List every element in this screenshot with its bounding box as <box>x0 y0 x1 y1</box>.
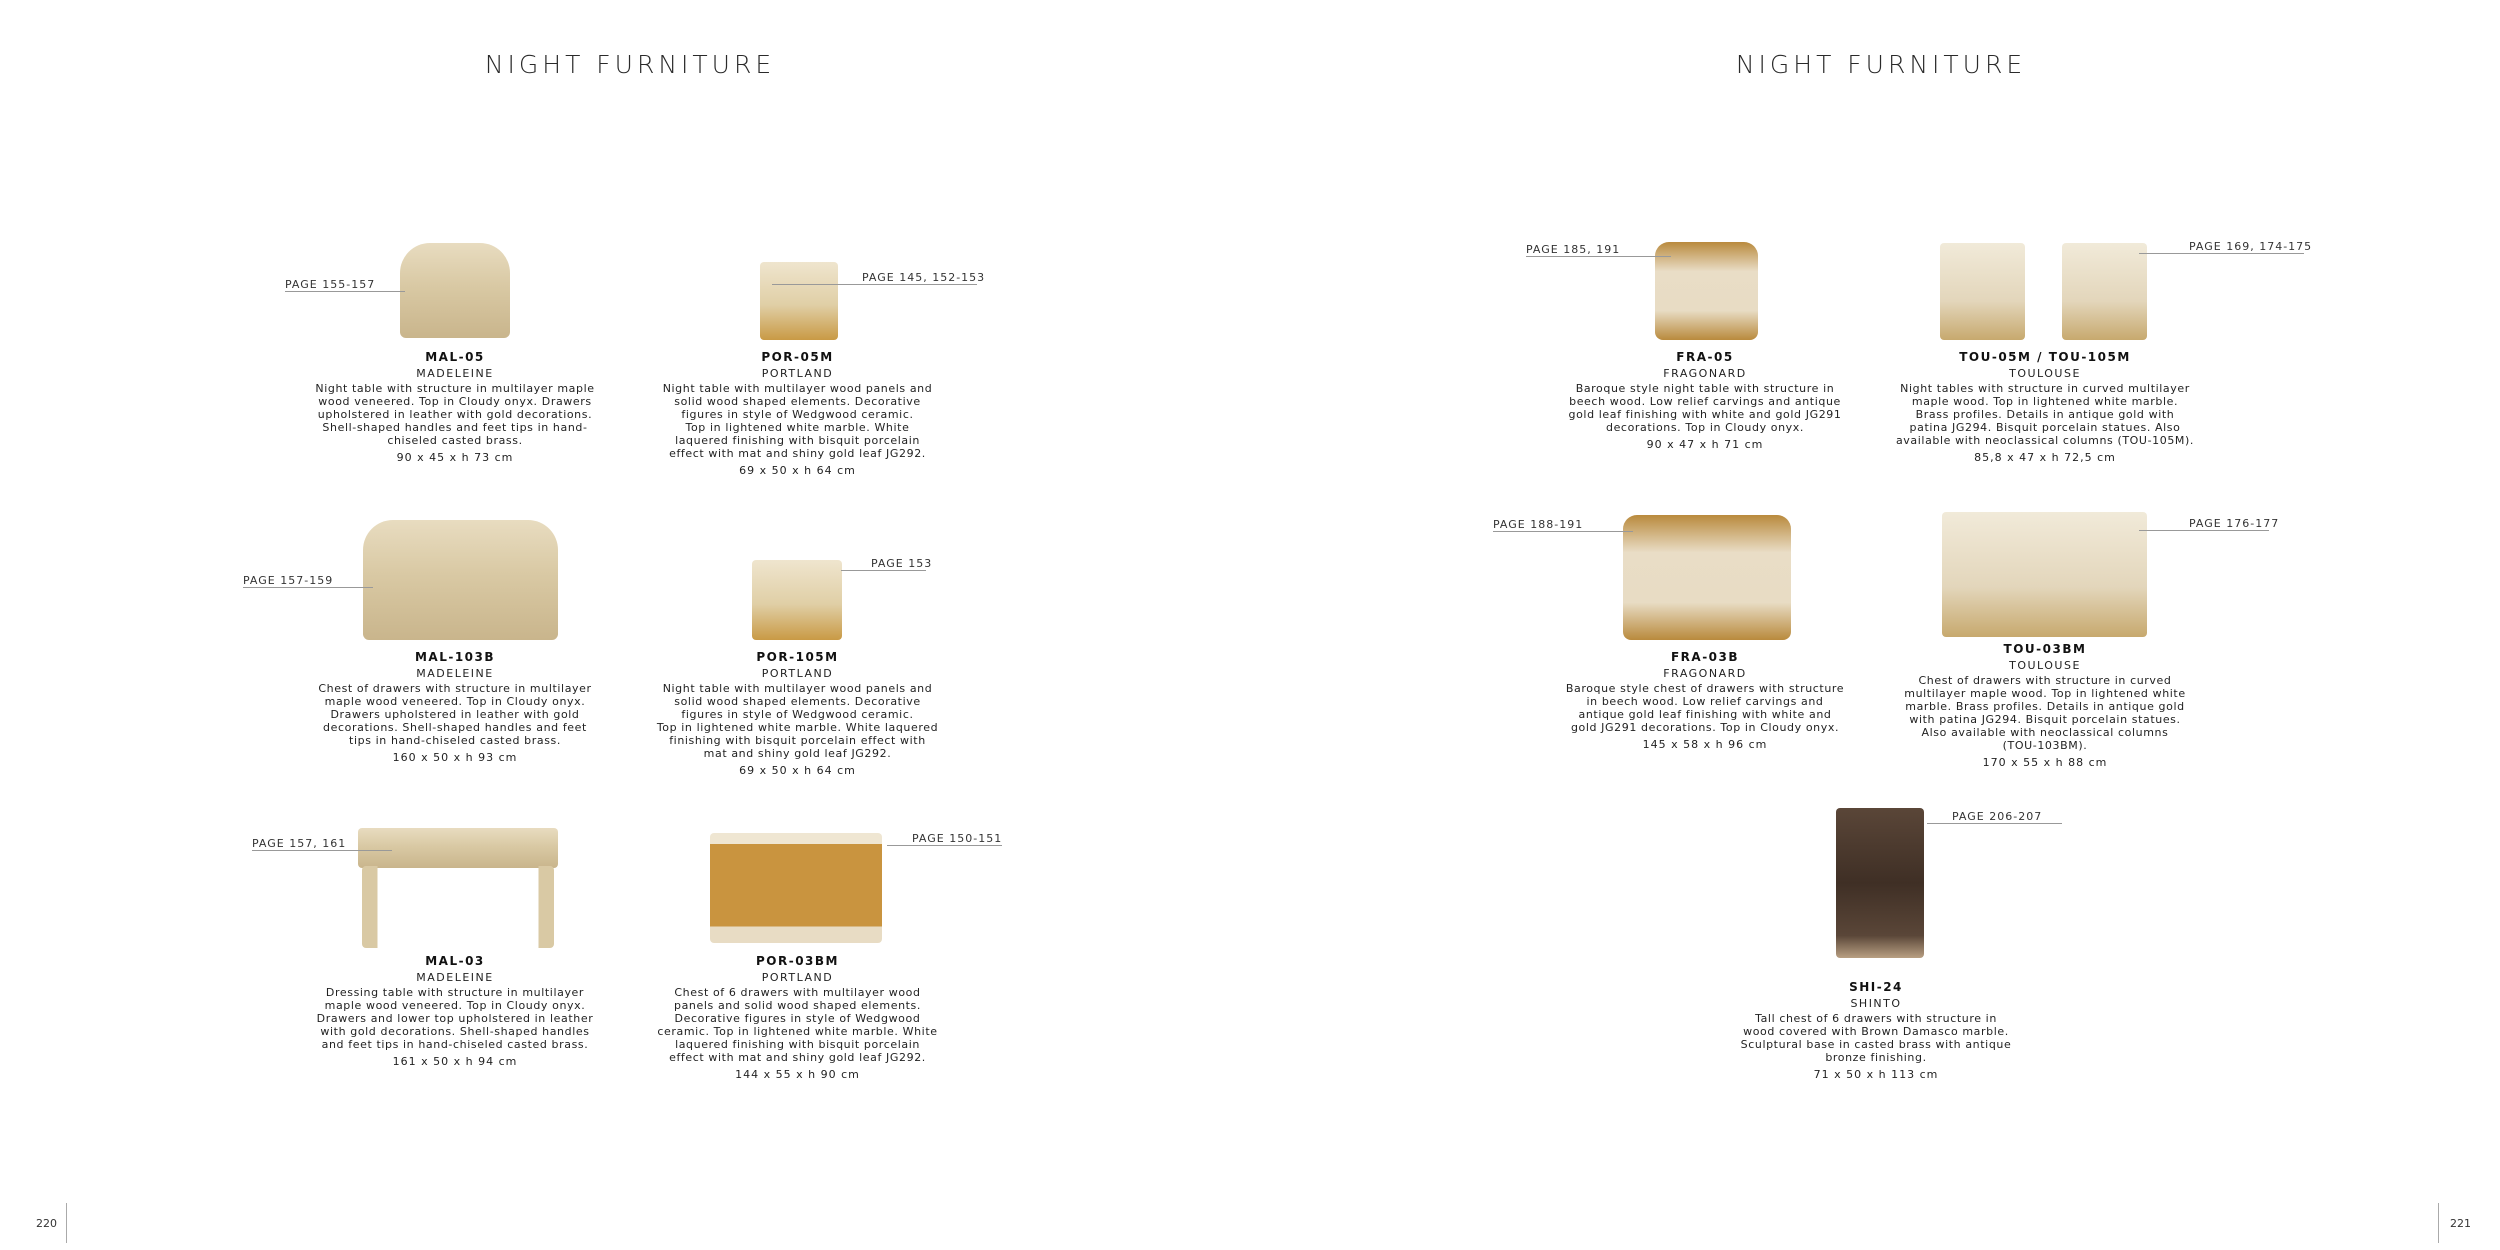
page-reference-label: PAGE 206-207 <box>1952 810 2043 823</box>
product-image-second <box>2062 243 2147 340</box>
product-description: Baroque style chest of drawers with structure in beech wood. Low relief carvings and antique gold leaf finishing with white and gold JG291 decorations. Top in Cloudy onyx. <box>1565 682 1845 734</box>
page-number-label: 221 <box>2450 1217 2471 1230</box>
product-code: TOU-05M / TOU-105M <box>1959 350 2131 364</box>
product-dimensions: 69 x 50 x h 64 cm <box>739 464 856 477</box>
product-code: MAL-05 <box>425 350 485 364</box>
page-reference <box>243 574 333 587</box>
product-info <box>1890 642 2200 769</box>
product-info <box>1560 350 1850 451</box>
product-code: POR-105M <box>756 650 839 664</box>
product-info <box>650 350 945 477</box>
product-description: Chest of drawers with structure in curved multilayer maple wood. Top in lightened white marble. Brass profiles. Details in antique gold with patina JG294. Bisquit porcelain statues. Also available with neoclassical columns (TOU-103BM). <box>1904 674 2186 752</box>
product-description: Night table with multilayer wood panels and solid wood shaped elements. Decorative figures in style of Wedgwood ceramic. Top in lightened white marble. White laquered finishing with bisquit porcelain effect with mat and shiny gold leaf JG292. <box>662 382 933 460</box>
product-image-legs <box>362 866 554 948</box>
product-description: Chest of 6 drawers with multilayer wood panels and solid wood shaped elements. Decorative figures in style of Wedgwood ceramic. Top in lightened white marble. White laquered finishing with bisquit porcelain effect with mat and shiny gold leaf JG292. <box>657 986 938 1064</box>
product-dimensions: 145 x 58 x h 96 cm <box>1642 738 1768 751</box>
product-collection: PORTLAND <box>761 367 834 380</box>
product-dimensions: 144 x 55 x h 90 cm <box>735 1068 860 1081</box>
page-reference <box>862 271 985 284</box>
product-collection: PORTLAND <box>761 971 834 984</box>
product-description: Baroque style night table with structure in beech wood. Low relief carvings and antique gold leaf finishing with white and gold JG291 decorations. Top in Cloudy onyx. <box>1568 382 1842 434</box>
product-collection: MADELEINE <box>416 667 494 680</box>
product-dimensions: 69 x 50 x h 64 cm <box>739 764 856 777</box>
page-reference <box>2189 240 2312 253</box>
page-reference <box>2189 517 2279 530</box>
product-dimensions: 170 x 55 x h 88 cm <box>1982 756 2108 769</box>
product-code: TOU-03BM <box>2003 642 2087 656</box>
product-info <box>1726 980 2026 1081</box>
page-reference <box>1493 518 1583 531</box>
right-page <box>1250 0 2500 1250</box>
product-image <box>400 243 510 338</box>
product-collection: PORTLAND <box>761 667 834 680</box>
page-reference <box>1526 243 1620 256</box>
product-collection: MADELEINE <box>416 367 494 380</box>
product-collection: FRAGONARD <box>1663 667 1747 680</box>
product-image <box>1836 808 1924 958</box>
page-title: NIGHT FURNITURE <box>1735 50 2027 79</box>
page-reference-label: PAGE 157, 161 <box>252 837 347 850</box>
product-collection: TOULOUSE <box>2009 659 2081 672</box>
page-reference <box>871 557 932 570</box>
product-description: Chest of drawers with structure in multilayer maple wood veneered. Top in Cloudy onyx. Drawers upholstered in leather with gold decorations. Shell-shaped handles and feet tips in hand-chiseled casted brass. <box>318 682 592 747</box>
page-reference-label: PAGE 153 <box>871 557 933 570</box>
page-reference-label: PAGE 155-157 <box>285 278 376 291</box>
page-reference <box>912 832 1002 845</box>
product-info <box>305 954 605 1068</box>
product-image <box>1942 512 2147 637</box>
product-image <box>752 560 842 640</box>
product-description: Night table with structure in multilayer maple wood veneered. Top in Cloudy onyx. Drawers upholstered in leather with gold decorations. Shell-shaped handles and feet tips in hand- chiseled casted brass. <box>315 382 595 447</box>
product-image <box>363 520 558 640</box>
page-reference-label: PAGE 157-159 <box>243 574 334 587</box>
page-reference-label: PAGE 188-191 <box>1493 518 1584 531</box>
product-image <box>358 828 558 868</box>
page-reference <box>252 837 346 850</box>
product-info <box>1550 650 1860 751</box>
product-image <box>710 833 882 943</box>
page-number-label: 220 <box>36 1217 57 1230</box>
product-code: MAL-103B <box>414 650 496 664</box>
page-reference-label: PAGE 176-177 <box>2189 517 2280 530</box>
page-number <box>36 1217 57 1230</box>
product-dimensions: 90 x 47 x h 71 cm <box>1646 438 1764 451</box>
product-code: POR-03BM <box>755 954 839 968</box>
product-collection: TOULOUSE <box>2009 367 2081 380</box>
product-info <box>305 350 605 464</box>
page-reference-label: PAGE 169, 174-175 <box>2189 240 2313 253</box>
product-code: SHI-24 <box>1849 980 1903 994</box>
product-image <box>1623 515 1791 640</box>
product-image <box>760 262 838 340</box>
product-code: MAL-03 <box>425 954 485 968</box>
product-dimensions: 85,8 x 47 x h 72,5 cm <box>1974 451 2116 464</box>
page-reference <box>1952 810 2042 823</box>
product-dimensions: 161 x 50 x h 94 cm <box>392 1055 518 1068</box>
page-reference-label: PAGE 145, 152-153 <box>862 271 986 284</box>
product-image <box>1940 243 2025 340</box>
product-collection: FRAGONARD <box>1663 367 1747 380</box>
product-info <box>650 954 945 1081</box>
product-code: FRA-05 <box>1676 350 1734 364</box>
product-description: Night table with multilayer wood panels and solid wood shaped elements. Decorative figures in style of Wedgwood ceramic. Top in lightened white marble. White laquered finishing with bisquit porcelain effect with mat and shiny gold leaf JG292. <box>656 682 939 760</box>
product-collection: MADELEINE <box>416 971 494 984</box>
product-collection: SHINTO <box>1850 997 1902 1010</box>
product-description: Tall chest of 6 drawers with structure in wood covered with Brown Damasco marble. Sculptural base in casted brass with antique bronze finishing. <box>1740 1012 2012 1064</box>
product-info <box>1890 350 2200 464</box>
page-number <box>2450 1217 2471 1230</box>
page-title: NIGHT FURNITURE <box>484 50 776 79</box>
product-info <box>650 650 945 777</box>
product-dimensions: 160 x 50 x h 93 cm <box>392 751 518 764</box>
product-info <box>305 650 605 764</box>
page-reference <box>285 278 375 291</box>
product-dimensions: 90 x 45 x h 73 cm <box>396 451 514 464</box>
product-dimensions: 71 x 50 x h 113 cm <box>1813 1068 1939 1081</box>
product-description: Night tables with structure in curved multilayer maple wood. Top in lightened white marble. Brass profiles. Details in antique gold with patina JG294. Bisquit porcelain statues. Also available with neoclassical columns (TOU-105M). <box>1895 382 2195 447</box>
product-description: Dressing table with structure in multilayer maple wood veneered. Top in Cloudy onyx. Drawers and lower top upholstered in leather with gold decorations. Shell-shaped handles and feet tips in hand-chiseled casted brass. <box>316 986 594 1051</box>
product-code: POR-05M <box>761 350 834 364</box>
page-reference-label: PAGE 185, 191 <box>1526 243 1621 256</box>
page-reference-label: PAGE 150-151 <box>912 832 1003 845</box>
product-code: FRA-03B <box>1670 650 1740 664</box>
